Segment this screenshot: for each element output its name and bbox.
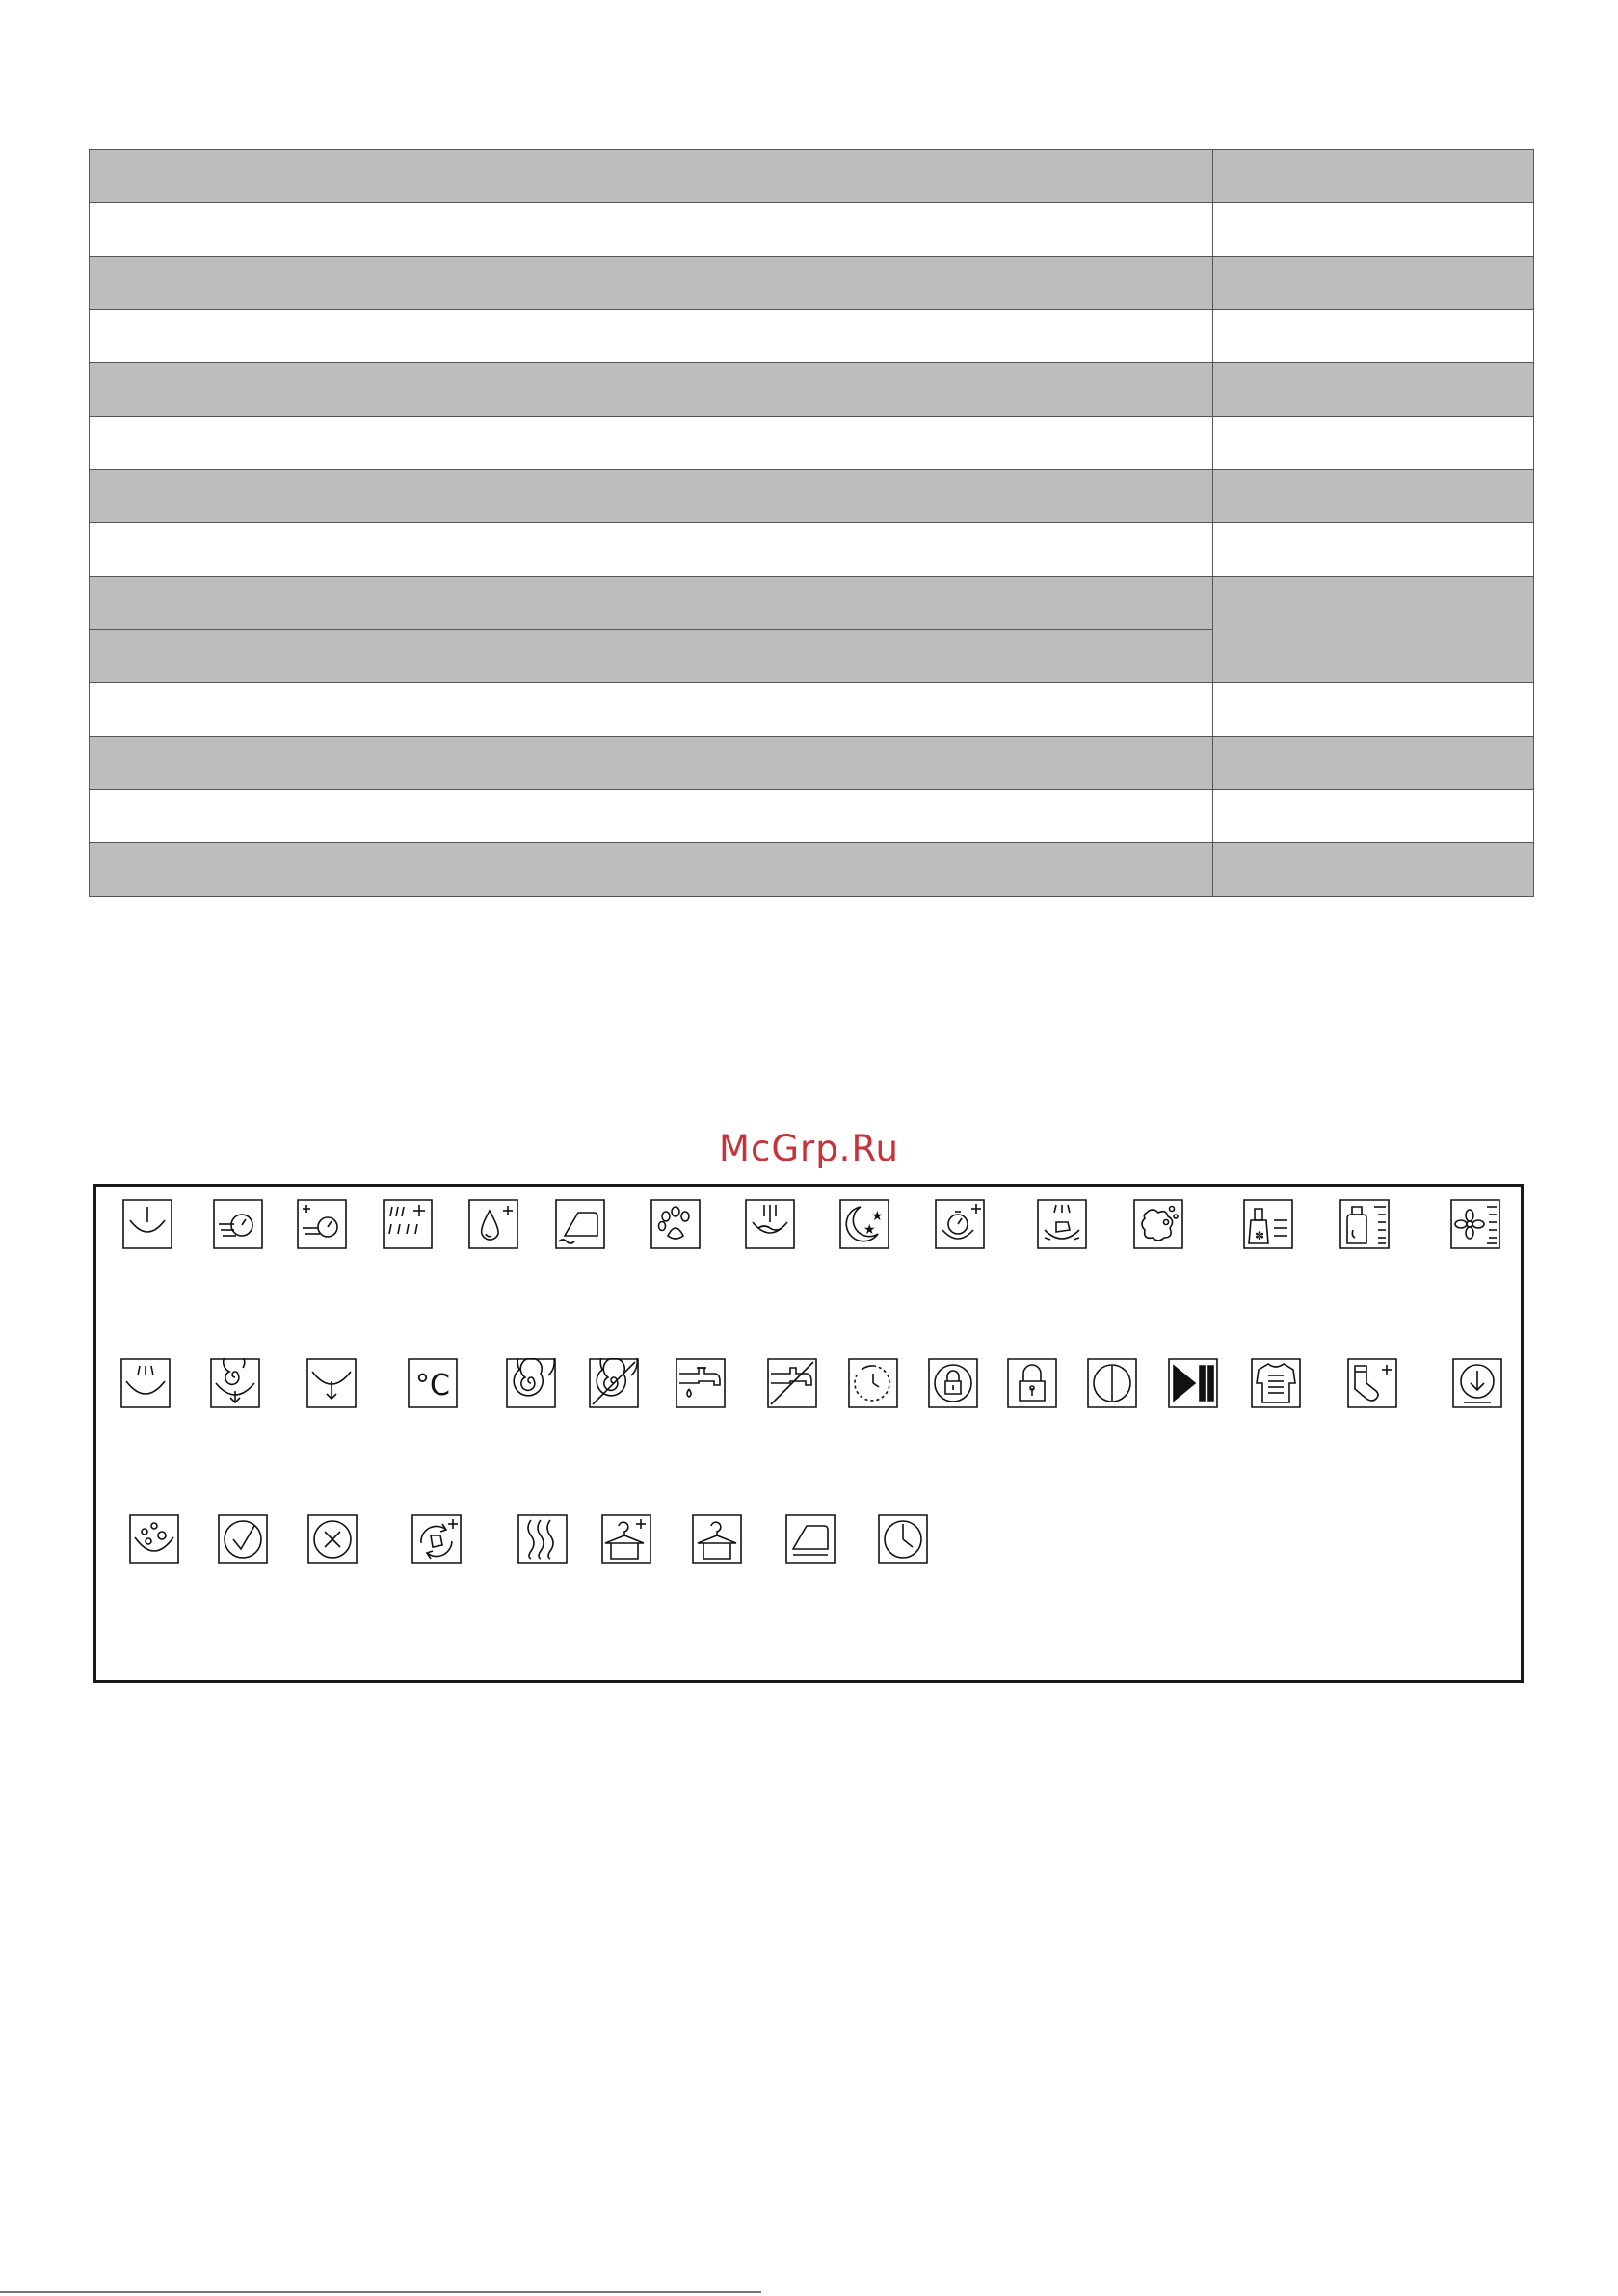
rinse-icon: [120, 1358, 171, 1408]
auto-detergent-icon: [1243, 1199, 1293, 1249]
spec-table-grid: [89, 149, 1534, 897]
extra-rinse-icon: [383, 1199, 433, 1249]
time-saver-icon: [935, 1199, 985, 1249]
icon-panel: [93, 1184, 1524, 1683]
table-row: [90, 470, 1534, 523]
table-cell-value: [1213, 256, 1534, 309]
svg-text:°C: °C: [415, 1369, 450, 1402]
heat-dry-icon: [517, 1514, 568, 1564]
download-icon: [1452, 1358, 1502, 1408]
extra-water-icon: [468, 1199, 518, 1249]
done-icon: [218, 1514, 268, 1564]
easy-iron-icon: [555, 1199, 605, 1249]
table-row: [90, 523, 1534, 576]
svg-text:★: ★: [871, 1209, 884, 1224]
pet-hair-icon: [650, 1199, 701, 1249]
clock-icon: [878, 1514, 928, 1564]
table-cell-label: [90, 150, 1213, 203]
soak-icon: [745, 1199, 795, 1249]
refresh-plus-icon: [411, 1514, 462, 1564]
hanger-dry-icon: [692, 1514, 742, 1564]
table-row: [90, 416, 1534, 469]
table-row: [90, 203, 1534, 256]
table-cell-label: [90, 256, 1213, 309]
prewash-icon: [122, 1199, 172, 1249]
table-row: [90, 790, 1534, 843]
footer-rule: [0, 2291, 761, 2293]
door-lock-icon: [928, 1358, 978, 1408]
table-cell-value: [1213, 843, 1534, 897]
table-row: [90, 576, 1534, 629]
spin-icon: [506, 1358, 556, 1408]
table-cell-label: [90, 843, 1213, 897]
power-icon: [1087, 1358, 1137, 1408]
fragrance-icon: [1450, 1199, 1500, 1249]
table-cell-value: [1213, 790, 1534, 843]
table-cell-value: [1213, 150, 1534, 203]
watermark: McGrp.Ru: [719, 1128, 899, 1169]
table-row: [90, 736, 1534, 789]
stain-icon: [1133, 1199, 1183, 1249]
table-cell-value: [1213, 523, 1534, 576]
table-cell-value: [1213, 736, 1534, 789]
spec-table: [89, 149, 1534, 897]
temperature-icon: [408, 1358, 458, 1408]
table-cell-label: [90, 630, 1213, 683]
quick-wash-icon: [213, 1199, 263, 1249]
table-cell-value: [1213, 470, 1534, 523]
table-row: [90, 310, 1534, 363]
table-row: [90, 683, 1534, 736]
spin-drain-icon: [210, 1358, 260, 1408]
svg-text:✽: ✽: [1255, 1229, 1265, 1242]
table-row: [90, 256, 1534, 309]
garment-icon: [1251, 1358, 1301, 1408]
extra-quick-wash-icon: [297, 1199, 347, 1249]
table-cell-label: [90, 203, 1213, 256]
table-cell-value: [1213, 203, 1534, 256]
table-cell-value: [1213, 683, 1534, 736]
table-cell-label: [90, 523, 1213, 576]
child-lock-icon: [1007, 1358, 1057, 1408]
table-cell-label: [90, 576, 1213, 629]
no-spin-icon: [589, 1358, 639, 1408]
night-mode-icon: [839, 1199, 889, 1249]
table-cell-value: [1213, 576, 1534, 683]
hanger-plus-icon: [601, 1514, 651, 1564]
start-pause-icon: [1168, 1358, 1218, 1408]
table-row: [90, 843, 1534, 897]
table-cell-label: [90, 310, 1213, 363]
table-row: [90, 150, 1534, 203]
cancel-icon: [307, 1514, 358, 1564]
table-cell-label: [90, 416, 1213, 469]
sock-plus-icon: [1347, 1358, 1397, 1408]
table-cell-label: [90, 470, 1213, 523]
steam-hygiene-icon: [1037, 1199, 1087, 1249]
tap-icon: [676, 1358, 726, 1408]
no-water-icon: [767, 1358, 817, 1408]
svg-text:★: ★: [863, 1222, 876, 1238]
table-cell-label: [90, 790, 1213, 843]
drain-icon: [306, 1358, 357, 1408]
table-cell-value: [1213, 310, 1534, 363]
table-cell-label: [90, 363, 1213, 416]
iron-dry-icon: [785, 1514, 836, 1564]
table-cell-value: [1213, 416, 1534, 469]
table-cell-value: [1213, 363, 1534, 416]
delay-start-icon: [848, 1358, 898, 1408]
table-cell-label: [90, 683, 1213, 736]
bubble-soak-icon: [129, 1514, 179, 1564]
auto-dosing-icon: [1339, 1199, 1390, 1249]
table-row: [90, 363, 1534, 416]
table-cell-label: [90, 736, 1213, 789]
